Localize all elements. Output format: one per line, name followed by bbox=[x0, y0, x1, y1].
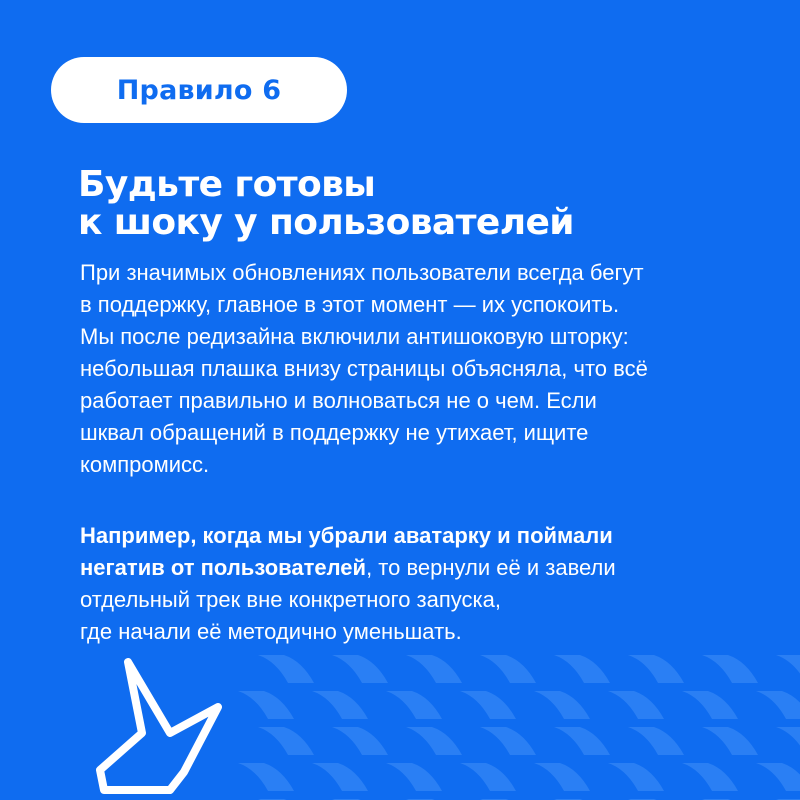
title-line-2: к шоку у пользователей bbox=[78, 202, 574, 243]
paragraph-line: работает правильно и волноваться не о чем. Если bbox=[80, 388, 597, 413]
wave-stripe bbox=[312, 763, 368, 791]
page-title bbox=[78, 166, 778, 242]
wave-stripe bbox=[682, 763, 738, 791]
wave-stripe bbox=[534, 691, 590, 719]
paragraph-line: шквал обращений в поддержку не утихает, ищите bbox=[80, 420, 589, 445]
wave-stripe bbox=[554, 727, 610, 755]
wave-stripe bbox=[332, 727, 388, 755]
wave-stripe bbox=[756, 691, 800, 719]
wave-stripe bbox=[386, 691, 442, 719]
wave-stripe bbox=[332, 655, 388, 683]
wave-stripe bbox=[682, 691, 738, 719]
paragraph-bold-line: Например, когда мы убрали аватарку и поймали bbox=[80, 523, 613, 548]
paragraph-mixed-line bbox=[80, 552, 780, 584]
wave-stripe bbox=[238, 763, 294, 791]
wave-stripe bbox=[406, 655, 462, 683]
paragraph-line: При значимых обновлениях пользователи всегда бегут bbox=[80, 260, 644, 285]
wave-stripe bbox=[480, 655, 536, 683]
rule-badge-label: Правило 6 bbox=[116, 74, 282, 106]
title-line-1: Будьте готовы bbox=[78, 164, 376, 205]
wave-stripe bbox=[702, 727, 758, 755]
wave-stripe bbox=[608, 763, 664, 791]
wave-stripe bbox=[628, 727, 684, 755]
wave-stripe bbox=[554, 655, 610, 683]
wave-stripe bbox=[406, 727, 462, 755]
wave-stripe bbox=[460, 763, 516, 791]
wave-stripe bbox=[776, 727, 800, 755]
paragraph-line: Мы после редизайна включили антишоковую шторку: bbox=[80, 324, 629, 349]
paragraph-line: отдельный трек вне конкретного запуска, bbox=[80, 587, 501, 612]
body-paragraph-2 bbox=[80, 520, 780, 648]
wave-stripe bbox=[534, 763, 590, 791]
wave-stripe bbox=[258, 727, 314, 755]
paragraph-line: в поддержку, главное в этот момент — их успокоить. bbox=[80, 292, 620, 317]
lightning-icon bbox=[100, 662, 218, 790]
rule-badge bbox=[51, 57, 347, 123]
wave-pattern bbox=[238, 655, 800, 800]
regular-phrase: , то вернули её и завели bbox=[366, 555, 616, 580]
wave-stripe bbox=[258, 655, 314, 683]
wave-stripe bbox=[460, 691, 516, 719]
wave-stripe bbox=[628, 655, 684, 683]
body-paragraph-1 bbox=[80, 257, 780, 481]
paragraph-line: небольшая плашка внизу страницы объясняла, что всё bbox=[80, 356, 648, 381]
wave-stripe bbox=[756, 763, 800, 791]
paragraph-line: компромисс. bbox=[80, 452, 210, 477]
paragraph-line: где начали её методично уменьшать. bbox=[80, 619, 462, 644]
wave-stripe bbox=[238, 691, 294, 719]
wave-stripe bbox=[480, 727, 536, 755]
wave-stripe bbox=[386, 763, 442, 791]
wave-stripe bbox=[608, 691, 664, 719]
bold-phrase: негатив от пользователей bbox=[80, 555, 367, 580]
wave-stripe bbox=[702, 655, 758, 683]
wave-stripe bbox=[776, 655, 800, 683]
wave-stripe bbox=[312, 691, 368, 719]
